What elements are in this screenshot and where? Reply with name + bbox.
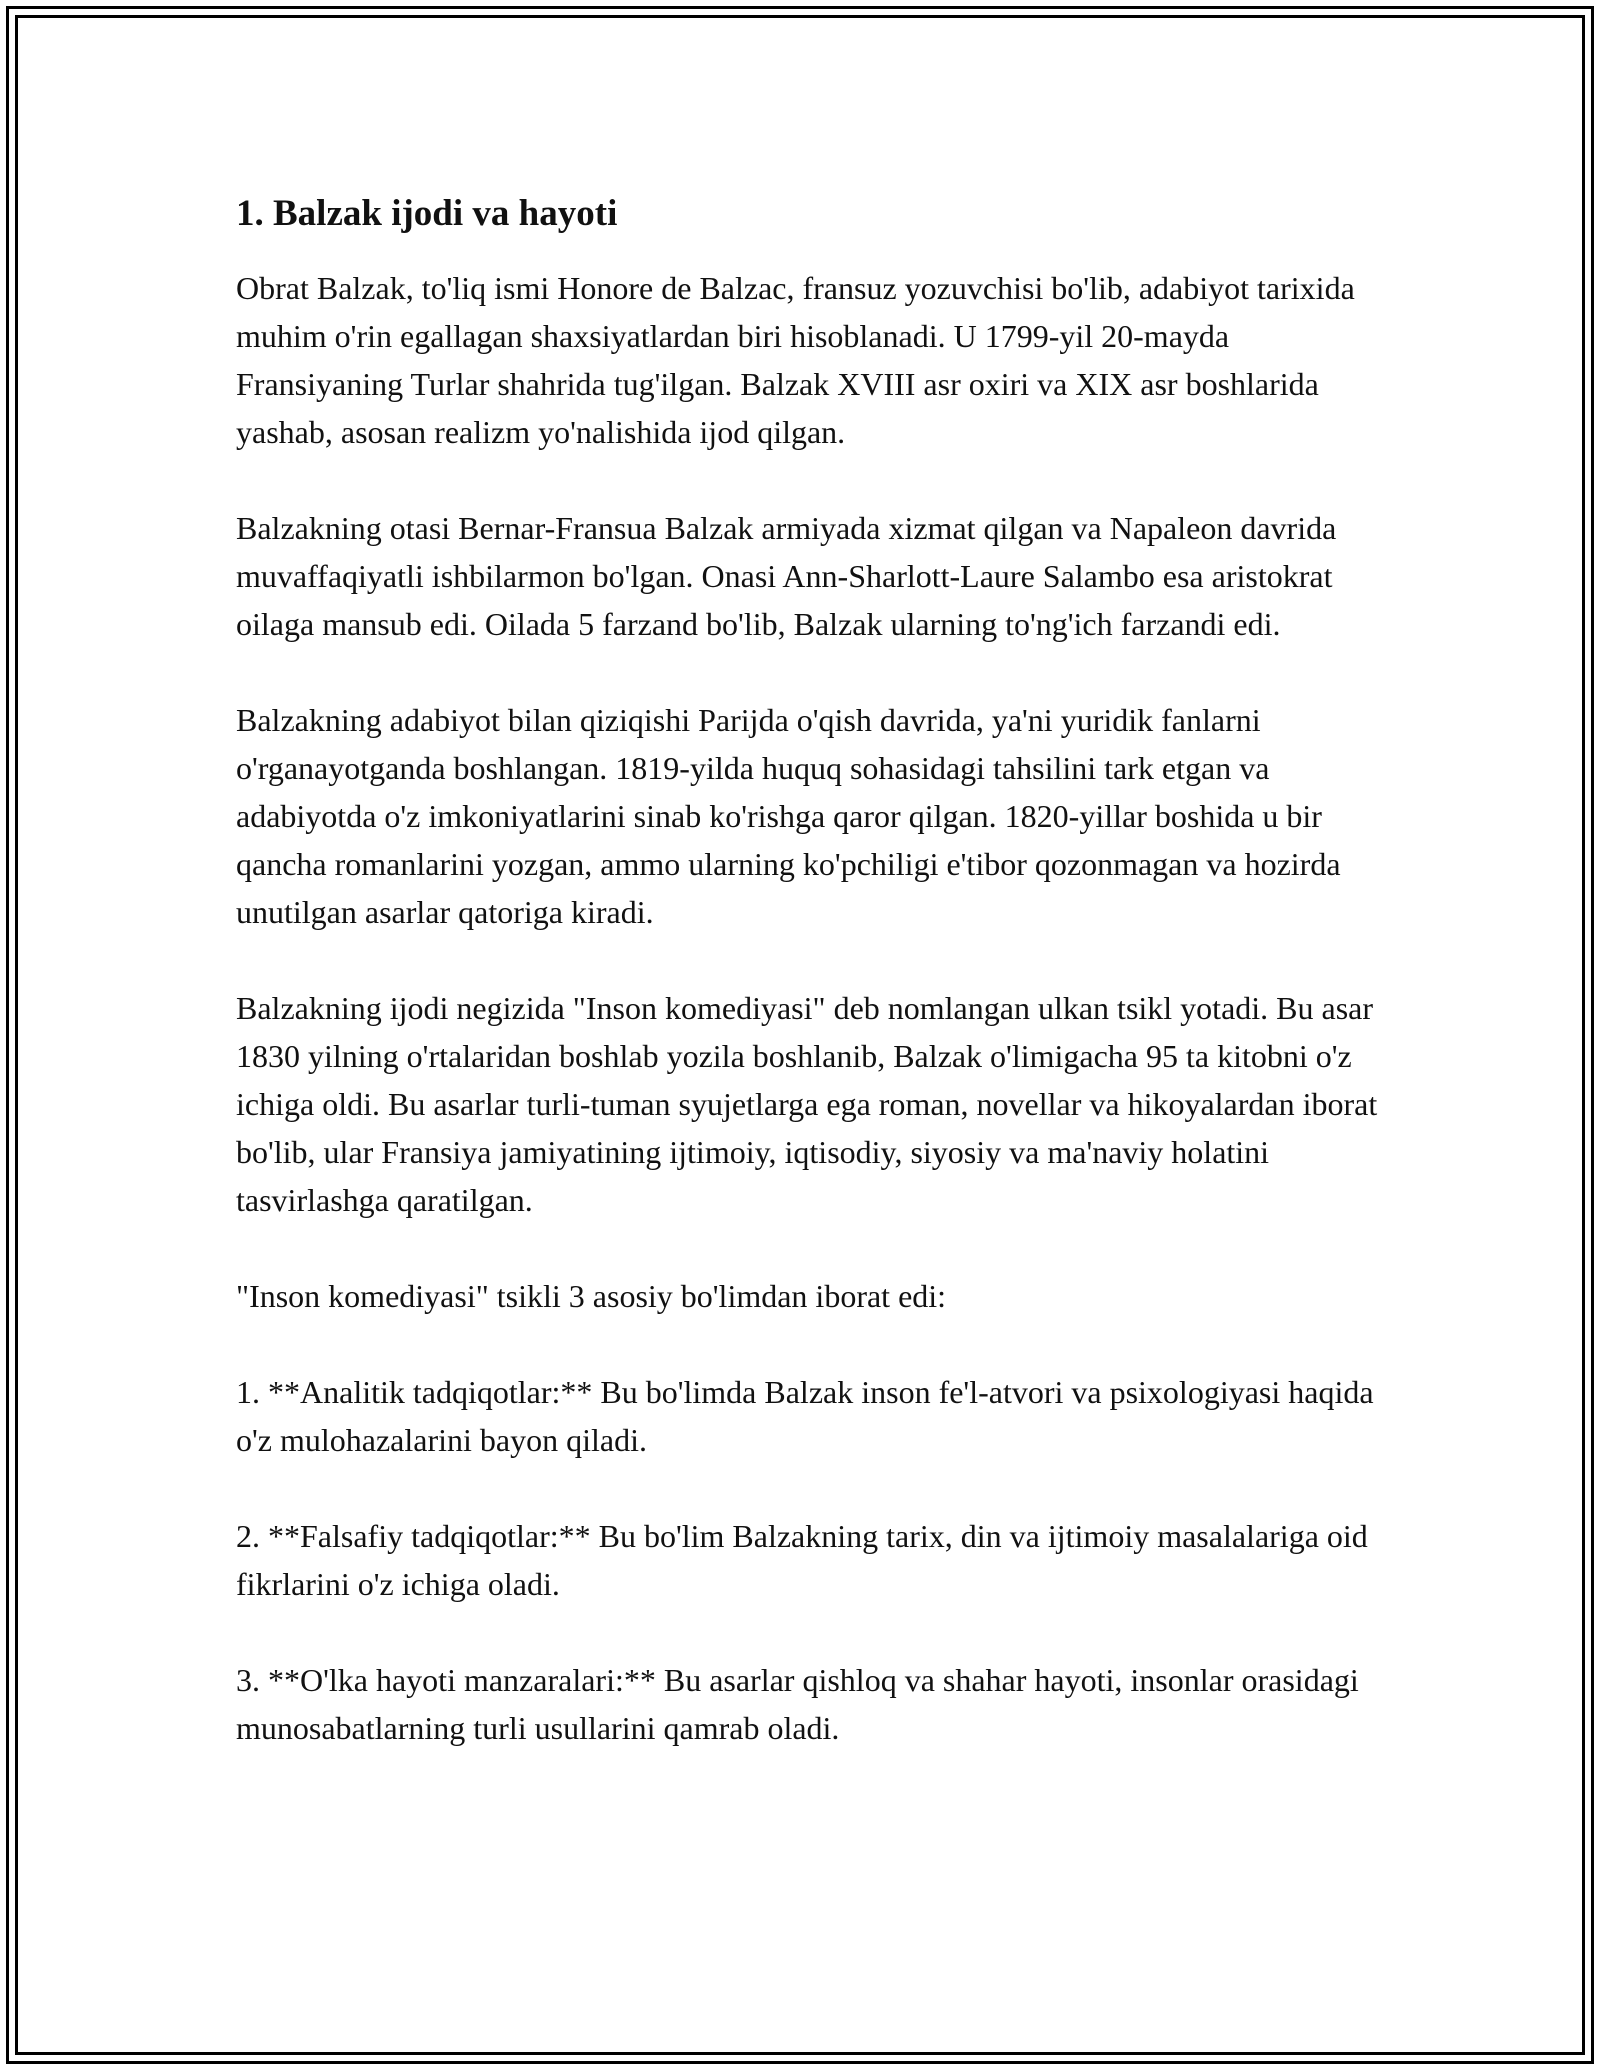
paragraph-sections-intro: "Inson komediyasi" tsikli 3 asosiy bo'limdan iborat edi: <box>236 1278 947 1314</box>
list-item-provincial-life: 3. **O'lka hayoti manzaralari:** Bu asarlar qishloq va shahar hayoti, insonlar orasidagi munosabatlarning turli usullarini qamrab oladi. <box>236 1662 1359 1746</box>
list-item-philosophical-studies: 2. **Falsafiy tadqiqotlar:** Bu bo'lim Balzakning tarix, din va ijtimoiy masalalariga oid fikrlarini o'z ichiga oladi. <box>236 1518 1368 1602</box>
document-body <box>236 190 1396 1800</box>
paragraph-intro: Obrat Balzak, to'liq ismi Honore de Balzac, fransuz yozuvchisi bo'lib, adabiyot tarixida muhim o'rin egallagan shaxsiyatlardan biri hisoblanadi. U 1799-yil 20-mayda Fransiyaning Turlar shahrida tug'ilgan. Balzak XVIII asr oxiri va XIX asr boshlarida yashab, asosan realizm yo'nalishida ijod qilgan. <box>236 270 1355 450</box>
list-item-analytic-studies: 1. **Analitik tadqiqotlar:** Bu bo'limda Balzak inson fe'l-atvori va psixologiyasi haqida o'z mulohazalarini bayon qiladi. <box>236 1374 1374 1458</box>
paragraph-early-career: Balzakning adabiyot bilan qiziqishi Parijda o'qish davrida, ya'ni yuridik fanlarni o'rganayotganda boshlangan. 1819-yilda huquq sohasidagi tahsilini tark etgan va adabiyotda o'z imkoniyatlarini sinab ko'rishga qaror qilgan. 1820-yillar boshida u bir qancha romanlarini yozgan, ammo ularning ko'pchiligi e'tibor qozonmagan va hozirda unutilgan asarlar qatoriga kiradi. <box>236 702 1341 930</box>
section-heading: 1. Balzak ijodi va hayoti <box>236 193 618 234</box>
paragraph-human-comedy: Balzakning ijodi negizida "Inson komediyasi" deb nomlangan ulkan tsikl yotadi. Bu asar 1830 yilning o'rtalaridan boshlab yozila boshlanib, Balzak o'limigacha 95 ta kitobni o'z ichiga oldi. Bu asarlar turli-tuman syujetlarga ega roman, novellar va hikoyalardan iborat bo'lib, ular Fransiya jamiyatining ijtimoiy, iqtisodiy, siyosiy va ma'naviy holatini tasvirlashga qaratilgan. <box>236 990 1378 1218</box>
paragraph-family: Balzakning otasi Bernar-Fransua Balzak armiyada xizmat qilgan va Napaleon davrida muvaffaqiyatli ishbilarmon bo'lgan. Onasi Ann-Sharlott-Laure Salambo esa aristokrat oilaga mansub edi. Oilada 5 farzand bo'lib, Balzak ularning to'ng'ich farzandi edi. <box>236 510 1337 642</box>
